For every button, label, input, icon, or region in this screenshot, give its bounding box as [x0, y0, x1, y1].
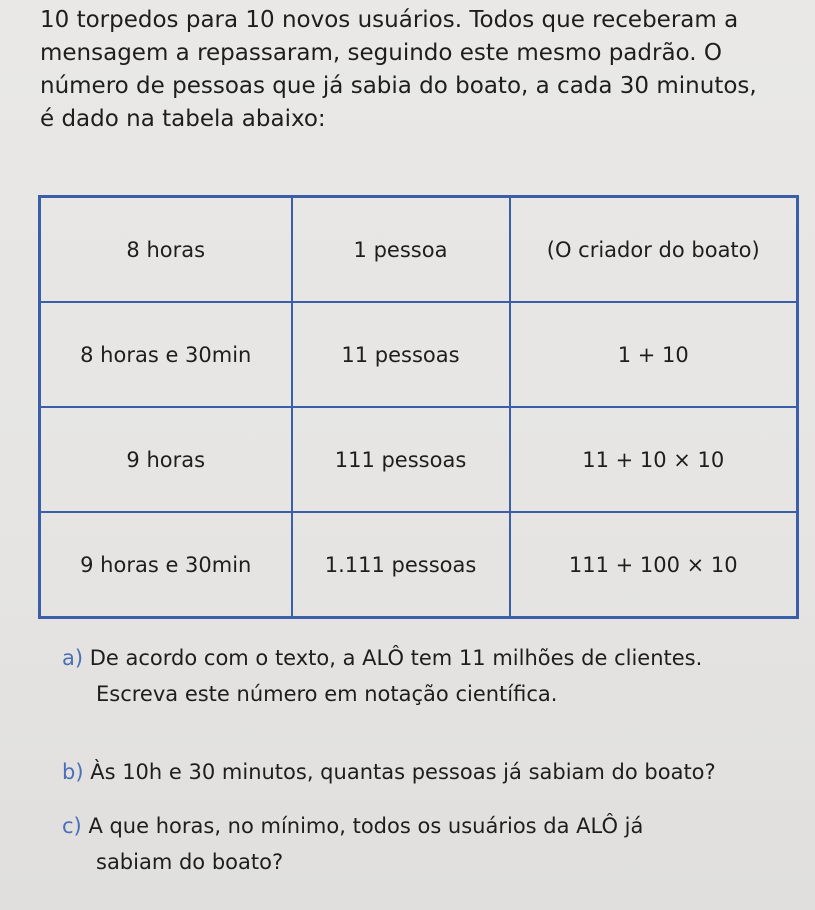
- question-a-letter: a): [62, 646, 84, 670]
- question-c-text-line2: sabiam do boato?: [96, 850, 284, 874]
- rumor-table: [38, 195, 796, 615]
- question-b-text: Às 10h e 30 minutos, quantas pessoas já sabiam do boato?: [90, 760, 716, 784]
- question-b-letter: b): [62, 760, 84, 784]
- question-a-text-line1: De acordo com o texto, a ALÔ tem 11 milhões de clientes.: [89, 646, 703, 670]
- table-cell-calculation: (O criador do boato): [510, 197, 798, 303]
- table-cell-calculation: 1 + 10: [510, 302, 798, 407]
- table-row: [40, 512, 798, 618]
- table-row: [40, 197, 798, 303]
- intro-paragraph: [40, 4, 810, 136]
- intro-line-3: número de pessoas que já sabia do boato, a cada 30 minutos,: [40, 73, 757, 99]
- question-a: [62, 640, 702, 712]
- table-cell-time: 8 horas: [40, 197, 292, 303]
- question-c: [62, 808, 643, 880]
- table-cell-time: 8 horas e 30min: [40, 302, 292, 407]
- table-cell-people: 1.111 pessoas: [292, 512, 510, 618]
- question-a-text-line2: Escreva este número em notação científica.: [96, 682, 558, 706]
- question-c-text-line1: A que horas, no mínimo, todos os usuários da ALÔ já: [88, 814, 644, 838]
- intro-line-1: 10 torpedos para 10 novos usuários. Todos que receberam a: [40, 7, 739, 33]
- table-cell-calculation: 11 + 10 × 10: [510, 407, 798, 512]
- table-cell-calculation: 111 + 100 × 10: [510, 512, 798, 618]
- table-cell-people: 1 pessoa: [292, 197, 510, 303]
- intro-line-4: é dado na tabela abaixo:: [40, 106, 326, 132]
- question-b: [62, 754, 716, 790]
- table-cell-time: 9 horas e 30min: [40, 512, 292, 618]
- intro-line-2: mensagem a repassaram, seguindo este mesmo padrão. O: [40, 40, 722, 66]
- table-cell-time: 9 horas: [40, 407, 292, 512]
- table-cell-people: 111 pessoas: [292, 407, 510, 512]
- rumor-table-grid: [38, 195, 799, 619]
- table-row: [40, 407, 798, 512]
- table-cell-people: 11 pessoas: [292, 302, 510, 407]
- table-row: [40, 302, 798, 407]
- question-c-letter: c): [62, 814, 82, 838]
